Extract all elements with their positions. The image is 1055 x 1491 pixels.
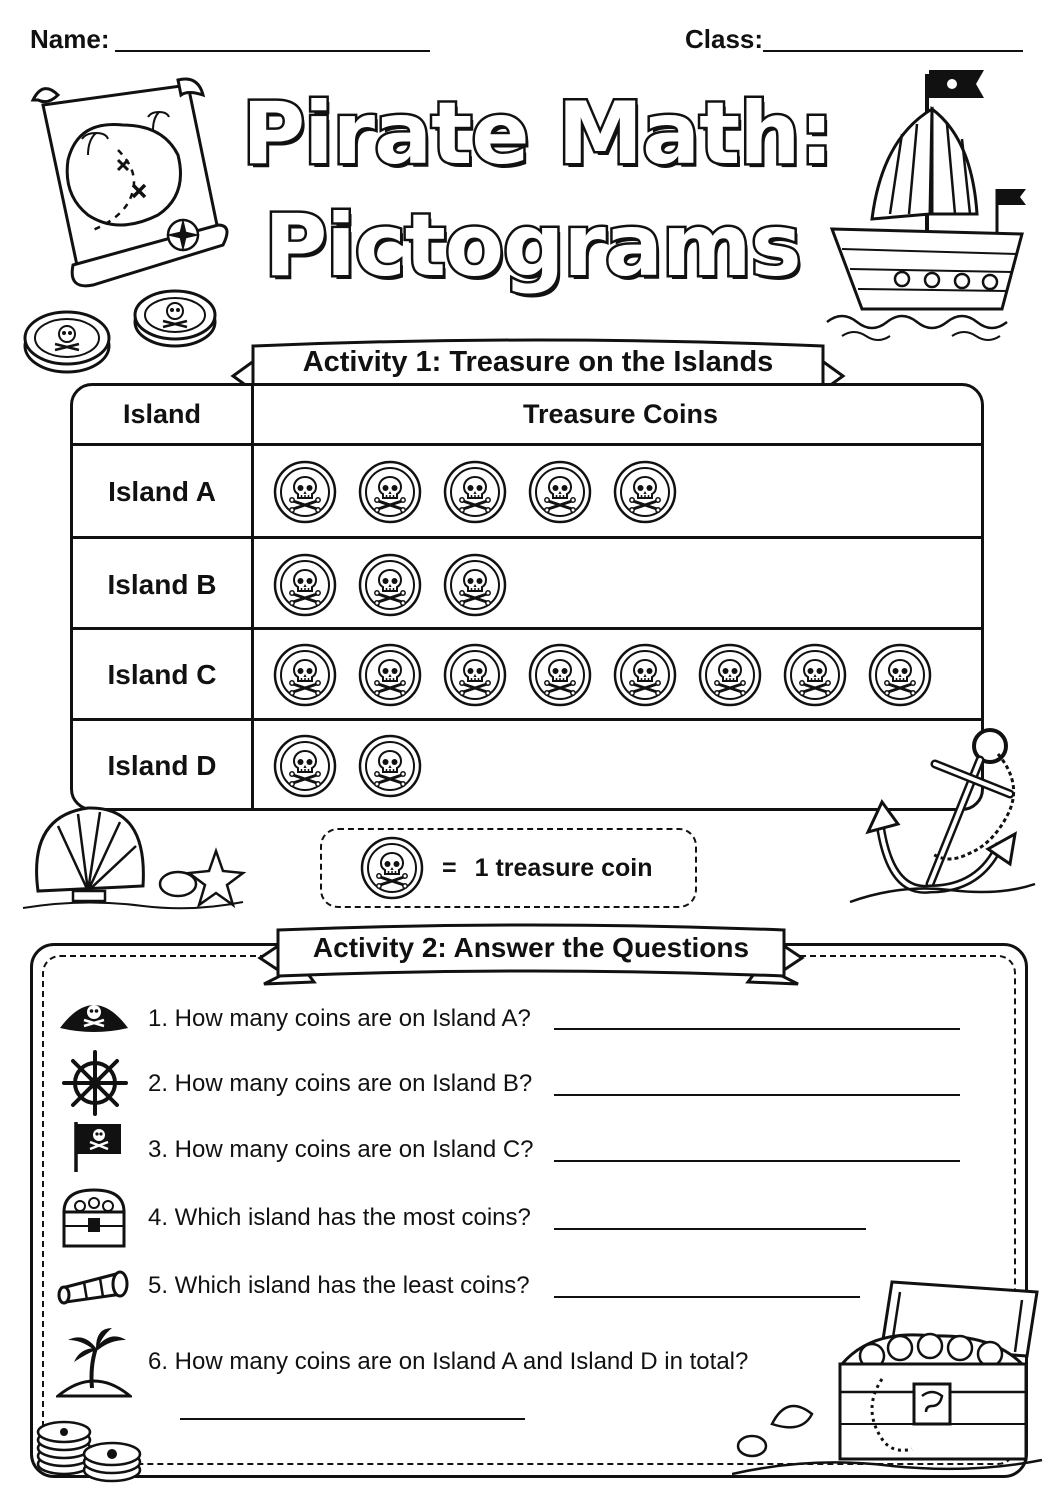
treasure-coin-icon bbox=[443, 553, 507, 617]
header-island: Island bbox=[122, 399, 202, 429]
treasure-coin-icon bbox=[443, 460, 507, 524]
coin-row bbox=[273, 643, 932, 707]
table-row-island-b bbox=[73, 539, 984, 630]
name-label: Name: bbox=[30, 24, 110, 54]
activity1-title: Activity 1: Treasure on the Islands bbox=[302, 346, 774, 378]
key-equals: = bbox=[442, 853, 457, 882]
pictogram-key bbox=[320, 828, 697, 908]
treasure-chest-icon bbox=[58, 1186, 130, 1252]
question-1: 1. How many coins are on Island A? bbox=[148, 1005, 531, 1032]
treasure-coin-icon bbox=[273, 460, 337, 524]
treasure-coin-icon bbox=[698, 643, 762, 707]
treasure-coin-icon bbox=[358, 553, 422, 617]
name-field[interactable] bbox=[115, 50, 430, 52]
key-label bbox=[442, 830, 652, 906]
treasure-coin-icon bbox=[528, 643, 592, 707]
treasure-map-icon bbox=[18, 70, 238, 300]
treasure-coin-icon bbox=[613, 460, 677, 524]
treasure-coin-icon bbox=[273, 643, 337, 707]
coin-pile-icon bbox=[22, 302, 112, 374]
question-3: 3. How many coins are on Island C? bbox=[148, 1136, 534, 1163]
table-row-island-a bbox=[73, 446, 984, 537]
row-label: Island C bbox=[107, 658, 217, 690]
question-6: 6. How many coins are on Island A and Island D in total? bbox=[148, 1348, 749, 1375]
row-label: Island D bbox=[107, 749, 217, 781]
treasure-coin-icon bbox=[613, 643, 677, 707]
anchor-icon bbox=[840, 724, 1040, 914]
treasure-coin-icon bbox=[358, 643, 422, 707]
treasure-coin-icon bbox=[358, 460, 422, 524]
palm-island-icon bbox=[56, 1326, 132, 1402]
question-5: 5. Which island has the least coins? bbox=[148, 1272, 530, 1299]
answer-line-3[interactable] bbox=[554, 1160, 960, 1162]
answer-line-2[interactable] bbox=[554, 1094, 960, 1096]
pirate-hat-icon bbox=[56, 990, 132, 1036]
treasure-coin-icon bbox=[273, 734, 337, 798]
treasure-coin-icon bbox=[443, 643, 507, 707]
pirate-flag-icon bbox=[70, 1118, 126, 1174]
title-line-2: Pictograms bbox=[264, 196, 801, 296]
coin-row bbox=[273, 553, 507, 617]
treasure-coin-icon bbox=[783, 643, 847, 707]
answer-line-1[interactable] bbox=[554, 1028, 960, 1030]
treasure-coin-icon bbox=[273, 553, 337, 617]
treasure-coin-icon bbox=[868, 643, 932, 707]
key-coin-icon bbox=[360, 836, 424, 900]
treasure-chest-illustration bbox=[732, 1274, 1044, 1484]
coin-stack-icon bbox=[34, 1412, 146, 1484]
title-line-1: Pirate Math: bbox=[242, 84, 833, 184]
treasure-coin-icon bbox=[528, 460, 592, 524]
answer-line-6[interactable] bbox=[180, 1418, 525, 1420]
key-text: 1 treasure coin bbox=[474, 853, 653, 882]
answer-line-4[interactable] bbox=[554, 1228, 866, 1230]
row-label: Island B bbox=[107, 568, 217, 600]
activity2-title: Activity 2: Answer the Questions bbox=[312, 932, 750, 963]
class-label: Class: bbox=[685, 24, 764, 54]
pirate-ship-icon bbox=[822, 64, 1032, 344]
spyglass-icon bbox=[56, 1266, 132, 1308]
coin-icon bbox=[132, 284, 218, 350]
question-2: 2. How many coins are on Island B? bbox=[148, 1070, 533, 1097]
header-treasure-coins: Treasure Coins bbox=[522, 399, 719, 429]
coin-row bbox=[273, 734, 422, 798]
table-row-island-c bbox=[73, 629, 984, 720]
seashell-icon bbox=[18, 796, 248, 916]
question-4: 4. Which island has the most coins? bbox=[148, 1204, 531, 1231]
treasure-coin-icon bbox=[358, 734, 422, 798]
coin-row bbox=[273, 460, 677, 524]
class-field[interactable] bbox=[763, 50, 1023, 52]
ship-wheel-icon bbox=[62, 1050, 128, 1116]
row-label: Island A bbox=[108, 475, 216, 507]
